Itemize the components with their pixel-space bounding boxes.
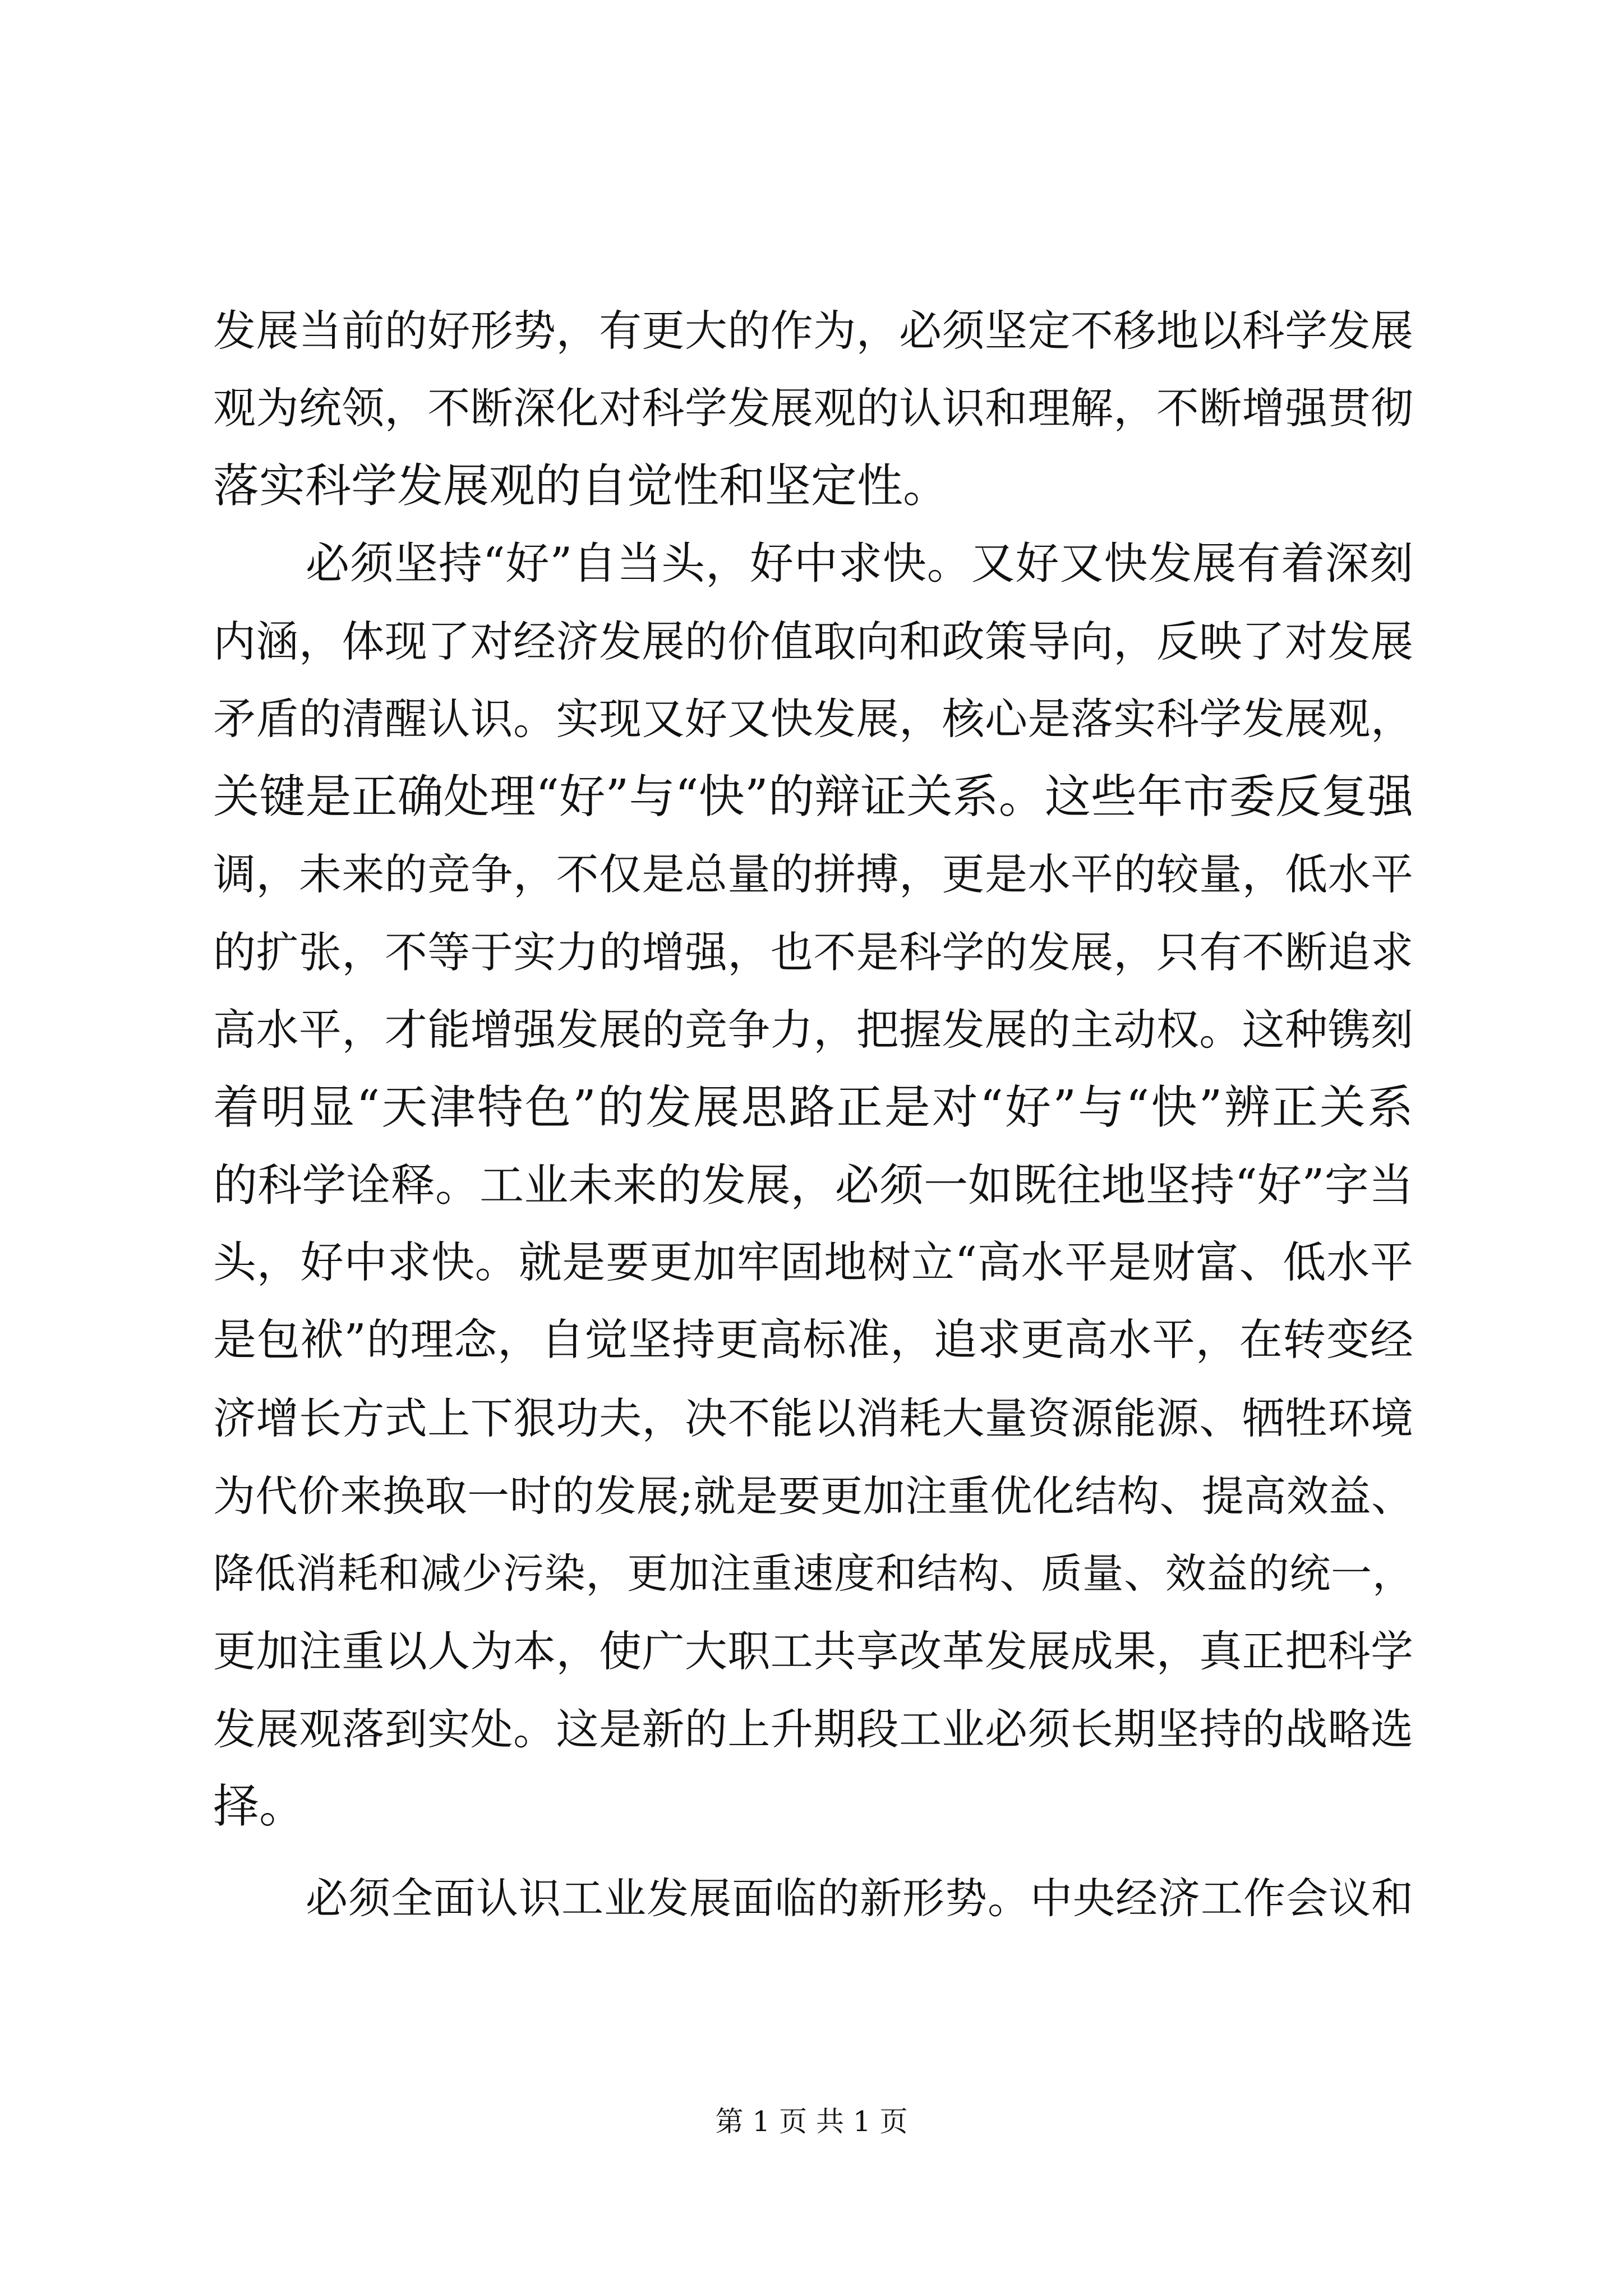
text-line: 内涵，体现了对经济发展的价值取向和政策导向，反映了对发展	[213, 616, 1413, 666]
text-line: 济增长方式上下狠功夫，决不能以消耗大量资源能源、牺牲环境	[213, 1393, 1413, 1443]
text-line: 为代价来换取一时的发展;就是要更加注重优化结构、提高效益、	[213, 1471, 1413, 1521]
page-number-footer: 第 1 页 共 1 页	[715, 2105, 908, 2138]
text-line: 发展当前的好形势，有更大的作为，必须坚定不移地以科学发展	[213, 306, 1413, 356]
text-line: 降低消耗和减少污染，更加注重速度和结构、质量、效益的统一，	[213, 1550, 1413, 1598]
text-line: 关键是正确处理“好”与“快”的辩证关系。这些年市委反复强	[213, 770, 1413, 823]
text-line: 着明显“天津特色”的发展思路正是对“好”与“快”辨正关系	[213, 1081, 1413, 1134]
text-line: 调，未来的竞争，不仅是总量的拼搏，更是水平的较量，低水平	[213, 849, 1413, 899]
text-line: 发展观落到实处。这是新的上升期段工业必须长期坚持的战略选	[213, 1704, 1413, 1754]
text-line: 择。	[213, 1780, 306, 1833]
text-line: 是包袱”的理念，自觉坚持更高标准，追求更高水平，在转变经	[213, 1315, 1413, 1365]
text-line: 高水平，才能增强发展的竞争力，把握发展的主动权。这种镌刻	[213, 1005, 1413, 1055]
text-line: 观为统领，不断深化对科学发展观的认识和理解，不断增强贯彻	[213, 383, 1413, 433]
text-line: 头，好中求快。就是要更加牢固地树立“高水平是财富、低水平	[213, 1238, 1413, 1288]
text-line: 落实科学发展观的自觉性和坚定性。	[213, 459, 949, 513]
text-line: 的科学诠释。工业未来的发展，必须一如既往地坚持“好”字当	[213, 1159, 1413, 1211]
text-line: 的扩张，不等于实力的增强，也不是科学的发展，只有不断追求	[213, 927, 1413, 977]
text-line: 矛盾的清醒认识。实现又好又快发展，核心是落实科学发展观，	[213, 694, 1413, 744]
text-line: 更加注重以人为本，使广大职工共享改革发展成果，真正把科学	[213, 1626, 1413, 1676]
text-line: 必须全面认识工业发展面临的新形势。中央经济工作会议和	[306, 1874, 1413, 1923]
text-line: 必须坚持“好”自当头，好中求快。又好又快发展有着深刻	[306, 539, 1413, 589]
